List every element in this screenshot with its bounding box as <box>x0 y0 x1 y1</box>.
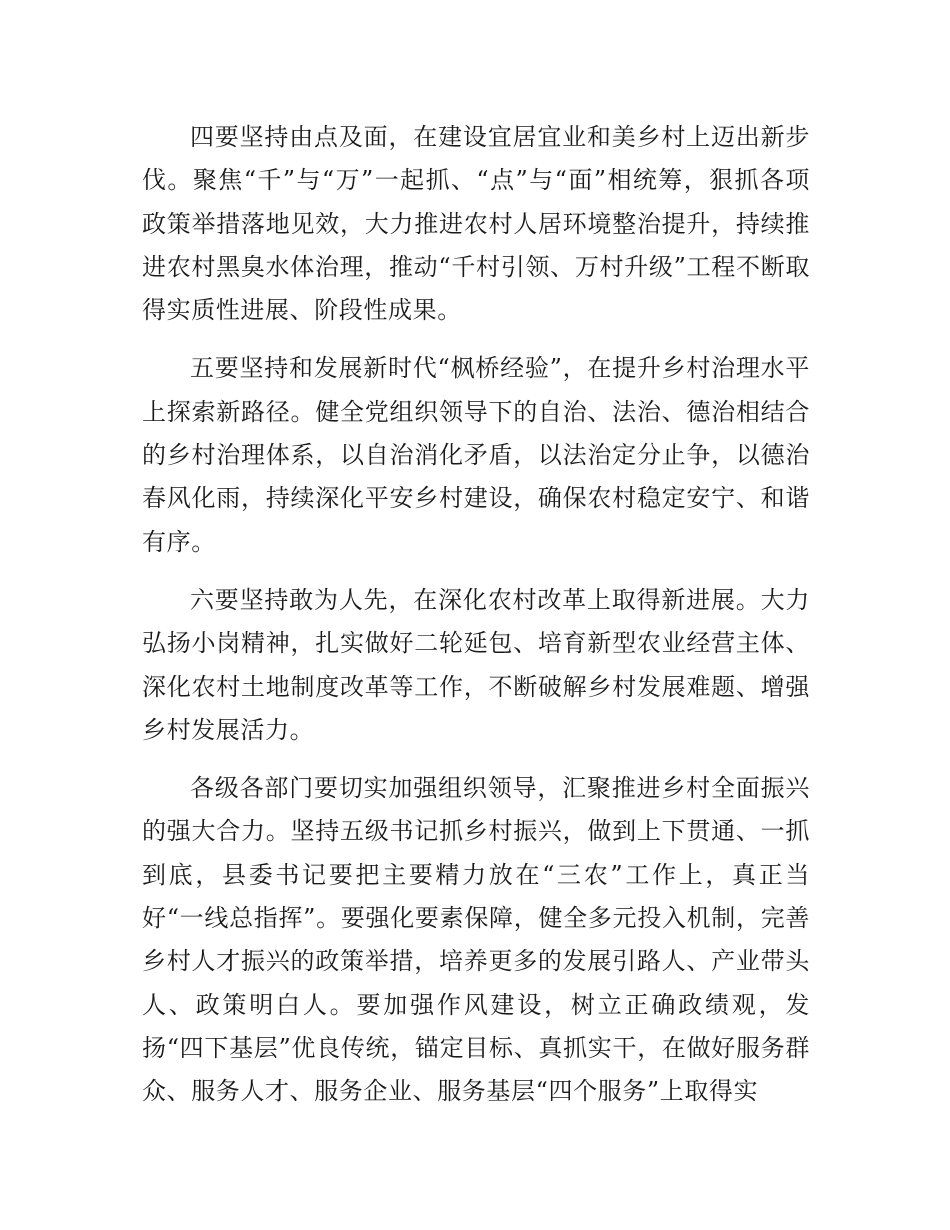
paragraph-5: 五要坚持和发展新时代“枫桥经验”，在提升乡村治理水平上探索新路径。健全党组织领导下的自治、法治、德治相结合的乡村治理体系，以自治消化矛盾，以法治定分止争，以德治春风化雨，持续深化平安乡村建设，确保农村稳定安宁、和谐有序。 <box>142 354 810 556</box>
paragraph-6: 六要坚持敢为人先，在深化农村改革上取得新进展。大力弘扬小岗精神，扎实做好二轮延包、培育新型农业经营主体、深化农村土地制度改革等工作，不断破解乡村发展难题、增强乡村发展活力。 <box>142 585 810 744</box>
paragraph-leadership: 各级各部门要切实加强组织领导，汇聚推进乡村全面振兴的强大合力。坚持五级书记抓乡村振兴，做到上下贯通、一抓到底，县委书记要把主要精力放在“三农”工作上，真正当好“一线总指挥”。要强化要素保障，健全多元投入机制，完善乡村人才振兴的政策举措，培养更多的发展引路人、产业带头人、政策明白人。要加强作风建设，树立正确政绩观，发扬“四下基层”优良传统，锚定目标、真抓实干，在做好服务群众、服务人才、服务企业、服务基层“四个服务”上取得实 <box>142 774 810 1106</box>
paragraph-4: 四要坚持由点及面，在建设宜居宜业和美乡村上迈出新步伐。聚焦“千”与“万”一起抓、“点”与“面”相统筹，狠抓各项政策举措落地见效，大力推进农村人居环境整治提升，持续推进农村黑臭水体治理，推动“千村引领、万村升级”工程不断取得实质性进展、阶段性成果。 <box>142 123 810 325</box>
document-body <box>142 116 810 1129</box>
